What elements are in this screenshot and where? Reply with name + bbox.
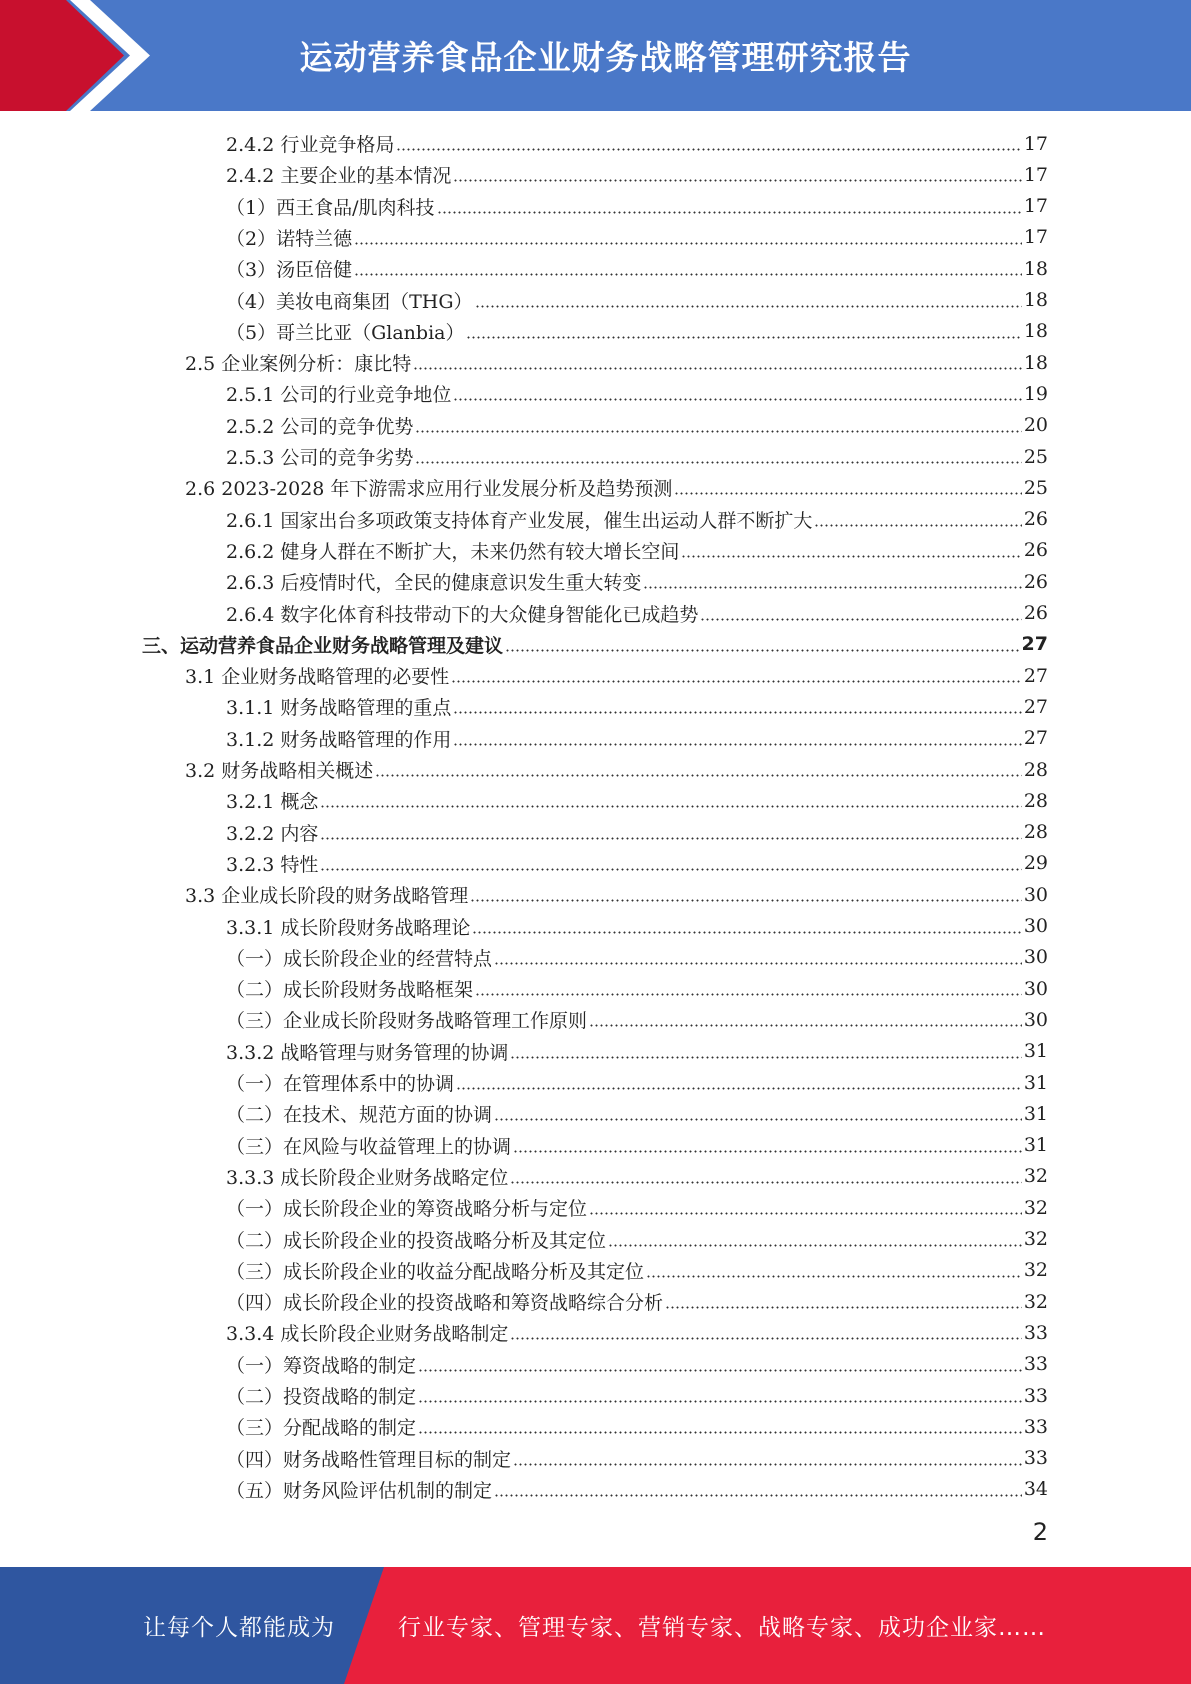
footer-slogan-right: 行业专家、管理专家、营销专家、战略专家、成功企业家…… <box>398 1615 1046 1641</box>
toc-dot-leader <box>510 1056 1021 1059</box>
toc-entry[interactable] <box>226 1474 1048 1505</box>
page-number: 2 <box>1032 1518 1048 1546</box>
toc-entry-page: 32 <box>1023 1165 1048 1188</box>
toc-entry-title: （二）成长阶段财务战略框架 <box>226 979 474 1002</box>
toc-dot-leader <box>494 962 1022 965</box>
toc-entry-page: 26 <box>1023 602 1048 624</box>
toc-entry[interactable] <box>226 1224 1048 1255</box>
toc-dot-leader <box>418 1431 1022 1434</box>
toc-entry[interactable] <box>226 535 1048 566</box>
toc-entry-page: 17 <box>1023 132 1048 155</box>
toc-entry[interactable] <box>226 159 1048 190</box>
toc-entry-title: 2.6 2023-2028 年下游需求应用行业发展分析及趋势预测 <box>185 478 673 501</box>
toc-dot-leader <box>470 899 1022 902</box>
toc-entry-page: 30 <box>1023 915 1048 937</box>
toc-dot-leader <box>646 1275 1022 1278</box>
toc-entry[interactable] <box>226 1317 1048 1348</box>
toc-entry-title: 3.3.4 成长阶段企业财务战略制定 <box>226 1323 509 1346</box>
toc-entry[interactable] <box>226 410 1048 441</box>
toc-dot-leader <box>472 931 1021 934</box>
toc-dot-leader <box>453 711 1021 714</box>
toc-entry[interactable] <box>226 1349 1048 1380</box>
toc-entry[interactable] <box>226 973 1048 1004</box>
toc-entry-title: 3.2.2 内容 <box>226 822 319 845</box>
toc-dot-leader <box>681 555 1021 558</box>
toc-entry-title: （3）汤臣倍健 <box>226 259 353 282</box>
toc-entry-page: 17 <box>1023 195 1048 218</box>
toc-entry[interactable] <box>226 785 1048 816</box>
toc-entry-title: 3.1 企业财务战略管理的必要性 <box>185 666 450 689</box>
toc-entry[interactable] <box>226 1004 1048 1035</box>
toc-dot-leader <box>589 1212 1022 1215</box>
toc-entry[interactable] <box>226 1130 1048 1161</box>
toc-entry[interactable] <box>226 222 1048 253</box>
toc-entry[interactable] <box>142 629 1048 660</box>
toc-entry-page: 33 <box>1023 1353 1048 1376</box>
toc-entry-title: （5）哥兰比亚（Glanbia） <box>226 321 465 344</box>
toc-entry-page: 28 <box>1023 821 1048 844</box>
toc-entry-page: 26 <box>1023 508 1048 531</box>
toc-entry-title: （三）企业成长阶段财务战略管理工作原则 <box>226 1010 588 1033</box>
toc-entry[interactable] <box>226 1411 1048 1442</box>
page-header <box>0 0 1191 111</box>
report-title: 运动营养食品企业财务战略管理研究报告 <box>299 38 912 77</box>
toc-entry-page: 33 <box>1023 1415 1048 1438</box>
toc-entry[interactable] <box>226 1161 1048 1192</box>
toc-entry[interactable] <box>185 754 1048 785</box>
toc-entry[interactable] <box>226 253 1048 284</box>
toc-entry-page: 18 <box>1023 320 1048 343</box>
toc-entry-page: 27 <box>1023 664 1048 687</box>
toc-entry-page: 30 <box>1023 977 1048 1000</box>
toc-entry-page: 31 <box>1023 1102 1048 1125</box>
toc-dot-leader <box>453 743 1021 746</box>
toc-entry-title: （一）在管理体系中的协调 <box>226 1073 455 1095</box>
toc-entry-title: 2.5 企业案例分析：康比特 <box>185 353 412 376</box>
toc-entry-title: （2）诺特兰德 <box>226 227 353 250</box>
toc-entry-title: 2.6.4 数字化体育科技带动下的大众健身智能化已成趋势 <box>226 603 699 626</box>
toc-dot-leader <box>320 868 1021 871</box>
toc-entry[interactable] <box>226 691 1048 722</box>
toc-entry-title: 3.3.3 成长阶段企业财务战略定位 <box>226 1166 509 1189</box>
toc-dot-leader <box>437 211 1022 214</box>
toc-entry[interactable] <box>226 1255 1048 1286</box>
toc-entry[interactable] <box>226 504 1048 535</box>
toc-dot-leader <box>608 1244 1022 1247</box>
toc-entry[interactable] <box>226 723 1048 754</box>
toc-entry-title: （三）在风险与收益管理上的协调 <box>226 1135 512 1158</box>
toc-dot-leader <box>418 1400 1022 1403</box>
toc-entry[interactable] <box>185 660 1048 691</box>
toc-entry[interactable] <box>185 347 1048 378</box>
toc-entry-title: 3.3.2 战略管理与财务管理的协调 <box>226 1041 509 1064</box>
toc-entry-page: 33 <box>1023 1384 1048 1407</box>
toc-entry-page: 18 <box>1023 351 1048 374</box>
toc-dot-leader <box>513 1463 1022 1466</box>
toc-entry-title: （一）筹资战略的制定 <box>226 1354 417 1377</box>
toc-entry[interactable] <box>226 598 1048 629</box>
toc-entry-title: （五）财务风险评估机制的制定 <box>226 1479 493 1502</box>
toc-entry-page: 28 <box>1023 789 1048 812</box>
toc-entry[interactable] <box>226 911 1048 942</box>
toc-entry-title: 三、运动营养食品企业财务战略管理及建议 <box>142 634 504 657</box>
toc-entry-title: 3.1.1 财务战略管理的重点 <box>226 697 452 720</box>
toc-entry[interactable] <box>226 1380 1048 1411</box>
toc-entry-page: 17 <box>1023 163 1048 186</box>
footer-slogan-left: 让每个人都能成为 <box>143 1615 335 1641</box>
toc-dot-leader <box>396 148 1021 151</box>
toc-dot-leader <box>510 1337 1021 1340</box>
toc-entry-page: 27 <box>1021 633 1048 656</box>
toc-entry[interactable] <box>226 128 1048 159</box>
toc-entry-page: 32 <box>1023 1290 1048 1313</box>
toc-entry[interactable] <box>226 848 1048 879</box>
toc-entry-title: 2.4.2 行业竞争格局 <box>226 134 395 156</box>
toc-entry-title: （4）美妆电商集团（THG） <box>226 290 473 313</box>
toc-entry-page: 27 <box>1023 727 1048 750</box>
toc-dot-leader <box>320 837 1021 840</box>
toc-entry-page: 28 <box>1023 758 1048 781</box>
toc-entry[interactable] <box>226 566 1048 597</box>
toc-entry-page: 33 <box>1023 1447 1048 1470</box>
toc-entry-title: 2.6.2 健身人群在不断扩大，未来仍然有较大增长空间 <box>226 540 680 563</box>
toc-entry-page: 31 <box>1023 1071 1048 1094</box>
toc-entry-title: （一）成长阶段企业的经营特点 <box>226 947 493 970</box>
toc-entry-title: 3.2 财务战略相关概述 <box>185 760 374 782</box>
toc-entry-page: 31 <box>1023 1134 1048 1157</box>
toc-entry-title: （二）投资战略的制定 <box>226 1386 417 1408</box>
toc-entry-title: （三）分配战略的制定 <box>226 1417 417 1440</box>
toc-entry-page: 29 <box>1023 852 1048 875</box>
toc-entry-page: 20 <box>1023 414 1048 437</box>
toc-dot-leader <box>513 1150 1022 1153</box>
toc-dot-leader <box>375 774 1022 777</box>
toc-entry-title: 3.2.3 特性 <box>226 853 319 876</box>
toc-entry-title: （二）在技术、规范方面的协调 <box>226 1104 493 1127</box>
toc-entry-page: 33 <box>1023 1321 1048 1344</box>
toc-entry-page: 19 <box>1023 382 1048 405</box>
toc-entry-page: 30 <box>1023 883 1048 906</box>
toc-dot-leader <box>494 1494 1022 1497</box>
toc-entry[interactable] <box>226 1098 1048 1129</box>
toc-entry[interactable] <box>226 1067 1048 1098</box>
toc-entry-title: （一）成长阶段企业的筹资战略分析与定位 <box>226 1198 588 1221</box>
toc-entry[interactable] <box>226 1192 1048 1223</box>
toc-dot-leader <box>814 524 1021 527</box>
toc-dot-leader <box>453 398 1021 401</box>
toc-entry-page: 27 <box>1023 695 1048 718</box>
toc-entry-title: 3.3.1 成长阶段财务战略理论 <box>226 916 471 939</box>
toc-dot-leader <box>354 273 1022 276</box>
toc-dot-leader <box>415 461 1021 464</box>
toc-entry-title: 2.4.2 主要企业的基本情况 <box>226 165 452 188</box>
toc-entry-title: 3.1.2 财务战略管理的作用 <box>226 728 452 751</box>
toc-entry-title: 2.6.3 后疫情时代，全民的健康意识发生重大转变 <box>226 572 642 595</box>
toc-dot-leader <box>475 305 1022 308</box>
toc-entry[interactable] <box>226 817 1048 848</box>
toc-entry-title: （三）成长阶段企业的收益分配战略分析及其定位 <box>226 1260 645 1283</box>
toc-dot-leader <box>674 492 1021 495</box>
page-footer <box>0 1567 1191 1684</box>
toc-entry-page: 25 <box>1023 445 1048 468</box>
toc-entry[interactable] <box>226 285 1048 316</box>
toc-dot-leader <box>451 680 1022 683</box>
toc-entry-page: 30 <box>1023 946 1048 969</box>
toc-dot-leader <box>505 649 1020 652</box>
toc-dot-leader <box>643 586 1021 589</box>
toc-dot-leader <box>494 1118 1022 1121</box>
toc-dot-leader <box>320 805 1021 808</box>
toc-entry-page: 18 <box>1023 257 1048 280</box>
toc-entry[interactable] <box>226 378 1048 409</box>
toc-entry-page: 32 <box>1023 1196 1048 1219</box>
toc-entry-title: （四）财务战略性管理目标的制定 <box>226 1448 512 1471</box>
toc-dot-leader <box>415 430 1021 433</box>
toc-entry-title: 3.3 企业成长阶段的财务战略管理 <box>185 885 469 908</box>
toc-entry-page: 18 <box>1023 289 1048 311</box>
toc-entry-page: 17 <box>1023 226 1048 249</box>
toc-dot-leader <box>589 1024 1022 1027</box>
toc-entry[interactable] <box>226 1036 1048 1067</box>
toc-entry-title: （四）成长阶段企业的投资战略和筹资战略综合分析 <box>226 1292 664 1315</box>
toc-entry-page: 30 <box>1023 1008 1048 1031</box>
toc-dot-leader <box>665 1306 1022 1309</box>
toc-entry-page: 32 <box>1023 1259 1048 1282</box>
toc-entry[interactable] <box>226 1286 1048 1317</box>
toc-dot-leader <box>456 1087 1022 1090</box>
toc-entry-page: 26 <box>1023 570 1048 593</box>
toc-entry-title: 2.6.1 国家出台多项政策支持体育产业发展，催生出运动人群不断扩大 <box>226 509 813 532</box>
toc-entry[interactable] <box>226 316 1048 347</box>
toc-dot-leader <box>418 1369 1022 1372</box>
toc-entry-title: 3.2.1 概念 <box>226 791 319 814</box>
toc-entry-page: 25 <box>1023 476 1048 499</box>
toc-entry-title: 2.5.3 公司的竞争劣势 <box>226 447 414 469</box>
toc-entry[interactable] <box>226 441 1048 472</box>
toc-dot-leader <box>466 336 1021 339</box>
toc-dot-leader <box>453 179 1021 182</box>
toc-dot-leader <box>413 367 1022 370</box>
toc-dot-leader <box>354 242 1022 245</box>
toc-entry-page: 31 <box>1023 1040 1048 1063</box>
toc-entry[interactable] <box>185 879 1048 910</box>
toc-entry-page: 26 <box>1023 539 1048 562</box>
toc-entry-title: （二）成长阶段企业的投资战略分析及其定位 <box>226 1229 607 1252</box>
toc-entry[interactable] <box>226 191 1048 222</box>
toc-entry-title: 2.5.1 公司的行业竞争地位 <box>226 384 452 407</box>
toc-entry-title: 2.5.2 公司的竞争优势 <box>226 415 414 438</box>
toc-entry-page: 34 <box>1023 1478 1048 1501</box>
toc-entry-title: （1）西王食品/肌肉科技 <box>226 196 435 219</box>
toc-entry-page: 32 <box>1023 1228 1048 1250</box>
toc-entry[interactable] <box>226 942 1048 973</box>
toc-entry[interactable] <box>226 1443 1048 1474</box>
toc-dot-leader <box>700 618 1021 621</box>
toc-entry[interactable] <box>185 472 1048 503</box>
toc-dot-leader <box>475 993 1022 996</box>
toc-dot-leader <box>510 1181 1021 1184</box>
